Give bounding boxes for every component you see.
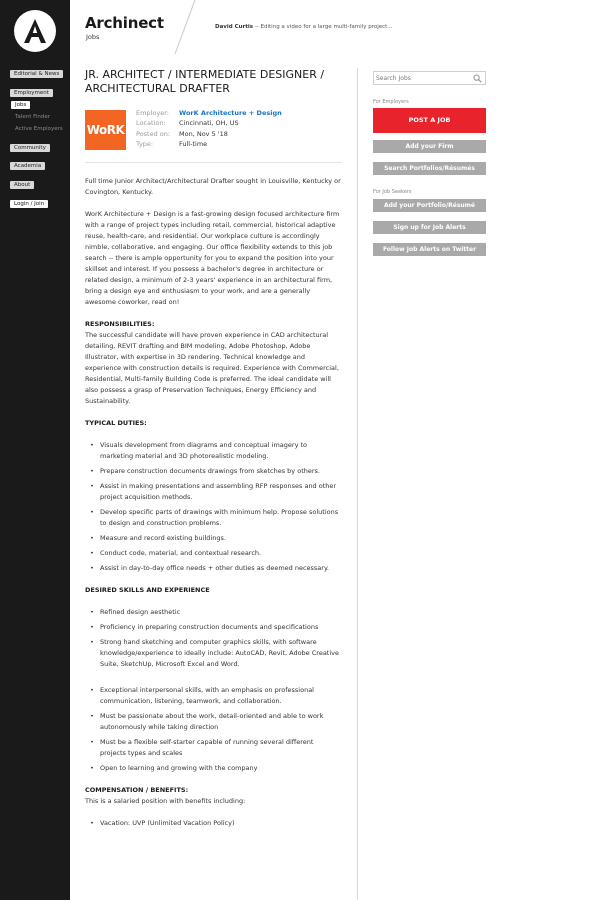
nav-talent-finder[interactable]: Talent Finder (15, 114, 51, 120)
job-title: JR. ARCHITECT / INTERMEDIATE DESIGNER / ARCHITECTURAL DRAFTER (85, 68, 325, 95)
benefit-item: • Vacation: UVP (Unlimited Vacation Policy) (85, 818, 341, 829)
duties-list (85, 440, 341, 574)
add-portfolio-button[interactable]: Add your Portfolio/Résumé (373, 199, 486, 212)
column-divider (357, 68, 358, 900)
skill-item: • Must be passionate about the work, detail-oriented and able to work autonomously while taking direction (85, 711, 341, 733)
meta-posted (136, 130, 228, 138)
nav-academia[interactable]: Academia (10, 162, 45, 170)
header-user-name[interactable]: David Curtis (215, 24, 254, 30)
duty-item: • Measure and record existing buildings. (85, 533, 341, 544)
logo-a-icon (20, 16, 50, 46)
for-employers-label: For Employers (373, 99, 409, 105)
skill-item: • Strong hand sketching and computer graphics skills, with software knowledge/experience to ideally include: AutoCAD, Revit, Adobe Creative Suite, SketchUp, Microsoft Excel and Word. (85, 637, 341, 670)
header-user-status (215, 24, 393, 30)
search-input[interactable] (376, 73, 471, 83)
duties-heading: TYPICAL DUTIES: (85, 419, 147, 427)
type-label: Type: (136, 140, 154, 148)
skills-heading: DESIRED SKILLS AND EXPERIENCE (85, 586, 210, 594)
job-alerts-button[interactable]: Sign up for Job Alerts (373, 221, 486, 234)
benefits-list (85, 818, 341, 829)
job-intro: Full time Junior Architect/Architectural Drafter sought in Louisville, Kentucky or Covington, Kentucky. (85, 177, 341, 196)
duty-item: • Visuals development from diagrams and conceptual imagery to marketing material and 3D photorealistic modeling. (85, 440, 341, 462)
nav-editorial-news[interactable]: Editorial & News (10, 70, 63, 78)
duty-item: • Assist in making presentations and assembling RFP responses and other project acquisition methods. (85, 481, 341, 503)
company-logo-text: WoRK (86, 123, 125, 137)
posted-label: Posted on: (136, 130, 171, 138)
duty-item: • Assist in day-to-day office needs + other duties as deemed necessary. (85, 563, 341, 574)
duty-item: • Develop specific parts of drawings with minimum help. Propose solutions to design and construction problems. (85, 507, 341, 529)
duty-item: • Conduct code, material, and contextual research. (85, 548, 341, 559)
archinect-logo[interactable] (14, 10, 56, 52)
job-about: WorK Architecture + Design is a fast-growing design focused architecture firm with a range of project types including retail, commercial, historical adaptive reuse, health-care, and residential. Our workplace culture is accordingly nimble, collaborative, and engaging. Our office flexibility extends to this job search -- there is ample opportunity for you to expand the position into your skillset and interest. If you possess a bachelor's degree in architecture or related design, a minimum of 2-3 years' experience in an architectural firm, bring a design eye and enthusiasm to your work, and are a generally awesome coworker, read on! (85, 210, 340, 306)
meta-employer (136, 109, 282, 117)
skill-item: • Exceptional interpersonal skills, with an emphasis on professional communication, listening, teamwork, and collaboration. (85, 685, 341, 707)
meta-divider (85, 162, 342, 163)
skill-item: • Open to learning and growing with the company (85, 763, 341, 774)
employer-link[interactable]: WorK Architecture + Design (179, 109, 282, 117)
skill-item: • Refined design aesthetic (85, 607, 341, 618)
company-logo[interactable] (85, 110, 126, 150)
for-job-seekers-label: For Job Seekers (373, 189, 412, 195)
header-divider-slash (165, 0, 197, 56)
skill-item: • Proficiency in preparing construction documents and specifications (85, 622, 341, 633)
responsibilities-heading: RESPONSIBILITIES: (85, 320, 155, 328)
brand-name[interactable]: Archinect (85, 14, 164, 32)
meta-location (136, 119, 239, 127)
login-join-button[interactable]: Login / Join (10, 200, 48, 208)
posted-value: Mon, Nov 5 '18 (179, 130, 228, 138)
nav-active-employers[interactable]: Active Employers (15, 126, 63, 132)
location-label: Location: (136, 119, 166, 127)
post-job-button[interactable]: POST A JOB (373, 108, 486, 133)
nav-jobs[interactable]: Jobs (11, 101, 30, 109)
nav-employment[interactable]: Employment (10, 89, 53, 97)
compensation-heading: COMPENSATION / BENEFITS: (85, 786, 189, 794)
sidebar (0, 0, 70, 900)
search-portfolios-button[interactable]: Search Portfolios/Résumés (373, 162, 486, 175)
compensation-intro: This is a salaried position with benefits including: (85, 797, 246, 805)
section-name[interactable]: Jobs (86, 33, 100, 41)
meta-type (136, 140, 207, 148)
employer-label: Employer: (136, 109, 169, 117)
add-firm-button[interactable]: Add your Firm (373, 140, 486, 153)
duty-item: • Prepare construction documents drawings from sketches by others. (85, 466, 341, 477)
nav-community[interactable]: Community (10, 144, 50, 152)
search-box (373, 71, 486, 85)
follow-twitter-button[interactable]: Follow Job Alerts on Twitter (373, 243, 486, 256)
skills-list (85, 607, 341, 774)
search-icon[interactable] (473, 74, 482, 83)
type-value: Full-time (179, 140, 208, 148)
responsibilities-text: The successful candidate will have proven experience in CAD architectural detailing, REVIT drafting and BIM modeling, Adobe Photoshop, Adobe Illustrator, with expertise in 3D rendering. Technical knowledge and experience with construction details is required. Experience with Commercial, Residential, Multi-family Building Code is preferred. The ideal candidate will also possess a grasp of Preservation Techniques, Energy Efficiency and Sustainability. (85, 331, 339, 405)
skill-item: • Must be a flexible self-starter capable of running several different projects types and scales (85, 737, 341, 759)
nav-about[interactable]: About (10, 181, 34, 189)
header-user-activity[interactable]: -- Editing a video for a large multi-family project... (254, 24, 393, 30)
job-description (85, 176, 341, 840)
location-value: Cincinnati, OH, US (179, 119, 239, 127)
